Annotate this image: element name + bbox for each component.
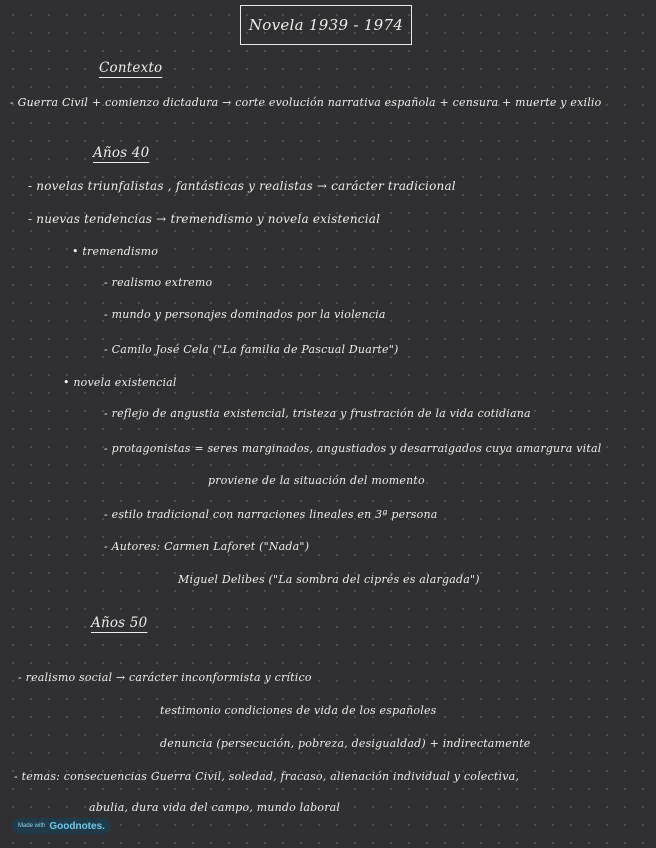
heading-anos-50: Años 50: [91, 615, 148, 631]
note-line: • tremendismo: [72, 245, 159, 258]
note-line: • novela existencial: [63, 376, 177, 389]
note-line: testimonio condiciones de vida de los españoles: [160, 704, 437, 717]
note-line: - nuevas tendencias → tremendismo y novela existencial: [28, 212, 381, 226]
note-line: - Guerra Civil + comienzo dictadura → corte evolución narrativa española + censura + muerte y exilio: [10, 96, 602, 109]
note-line: - Camilo José Cela ("La familia de Pascual Duarte"): [104, 343, 399, 356]
note-line: proviene de la situación del momento: [208, 474, 425, 487]
note-line: - realismo extremo: [104, 276, 213, 289]
note-line: - reflejo de angustia existencial, tristeza y frustración de la vida cotidiana: [104, 407, 531, 420]
note-line: - protagonistas = seres marginados, angustiados y desarraigados cuya amargura vital: [104, 442, 602, 455]
note-line: denuncia (persecución, pobreza, desigualdad) + indirectamente: [160, 737, 531, 750]
note-line: - novelas triunfalistas , fantásticas y realistas → carácter tradicional: [28, 179, 456, 193]
note-line: - realismo social → carácter inconformista y crítico: [18, 671, 312, 684]
note-line: - mundo y personajes dominados por la violencia: [104, 308, 386, 321]
note-line: Miguel Delibes ("La sombra del ciprés es alargada"): [178, 573, 480, 586]
title-box: [240, 5, 412, 45]
heading-anos-40: Años 40: [93, 145, 150, 161]
logo-brand: Goodnotes.: [49, 820, 105, 832]
goodnotes-logo: [12, 818, 111, 834]
note-line: abulia, dura vida del campo, mundo laboral: [89, 801, 341, 814]
page-title: Novela 1939 - 1974: [248, 16, 404, 34]
note-line: - estilo tradicional con narraciones lineales en 3ª persona: [104, 508, 438, 521]
logo-prefix: Made with: [18, 823, 46, 829]
note-line: - temas: consecuencias Guerra Civil, soledad, fracaso, alienación individual y colectiva,: [14, 770, 520, 783]
note-line: - Autores: Carmen Laforet ("Nada"): [104, 540, 310, 553]
heading-contexto: Contexto: [99, 60, 163, 76]
